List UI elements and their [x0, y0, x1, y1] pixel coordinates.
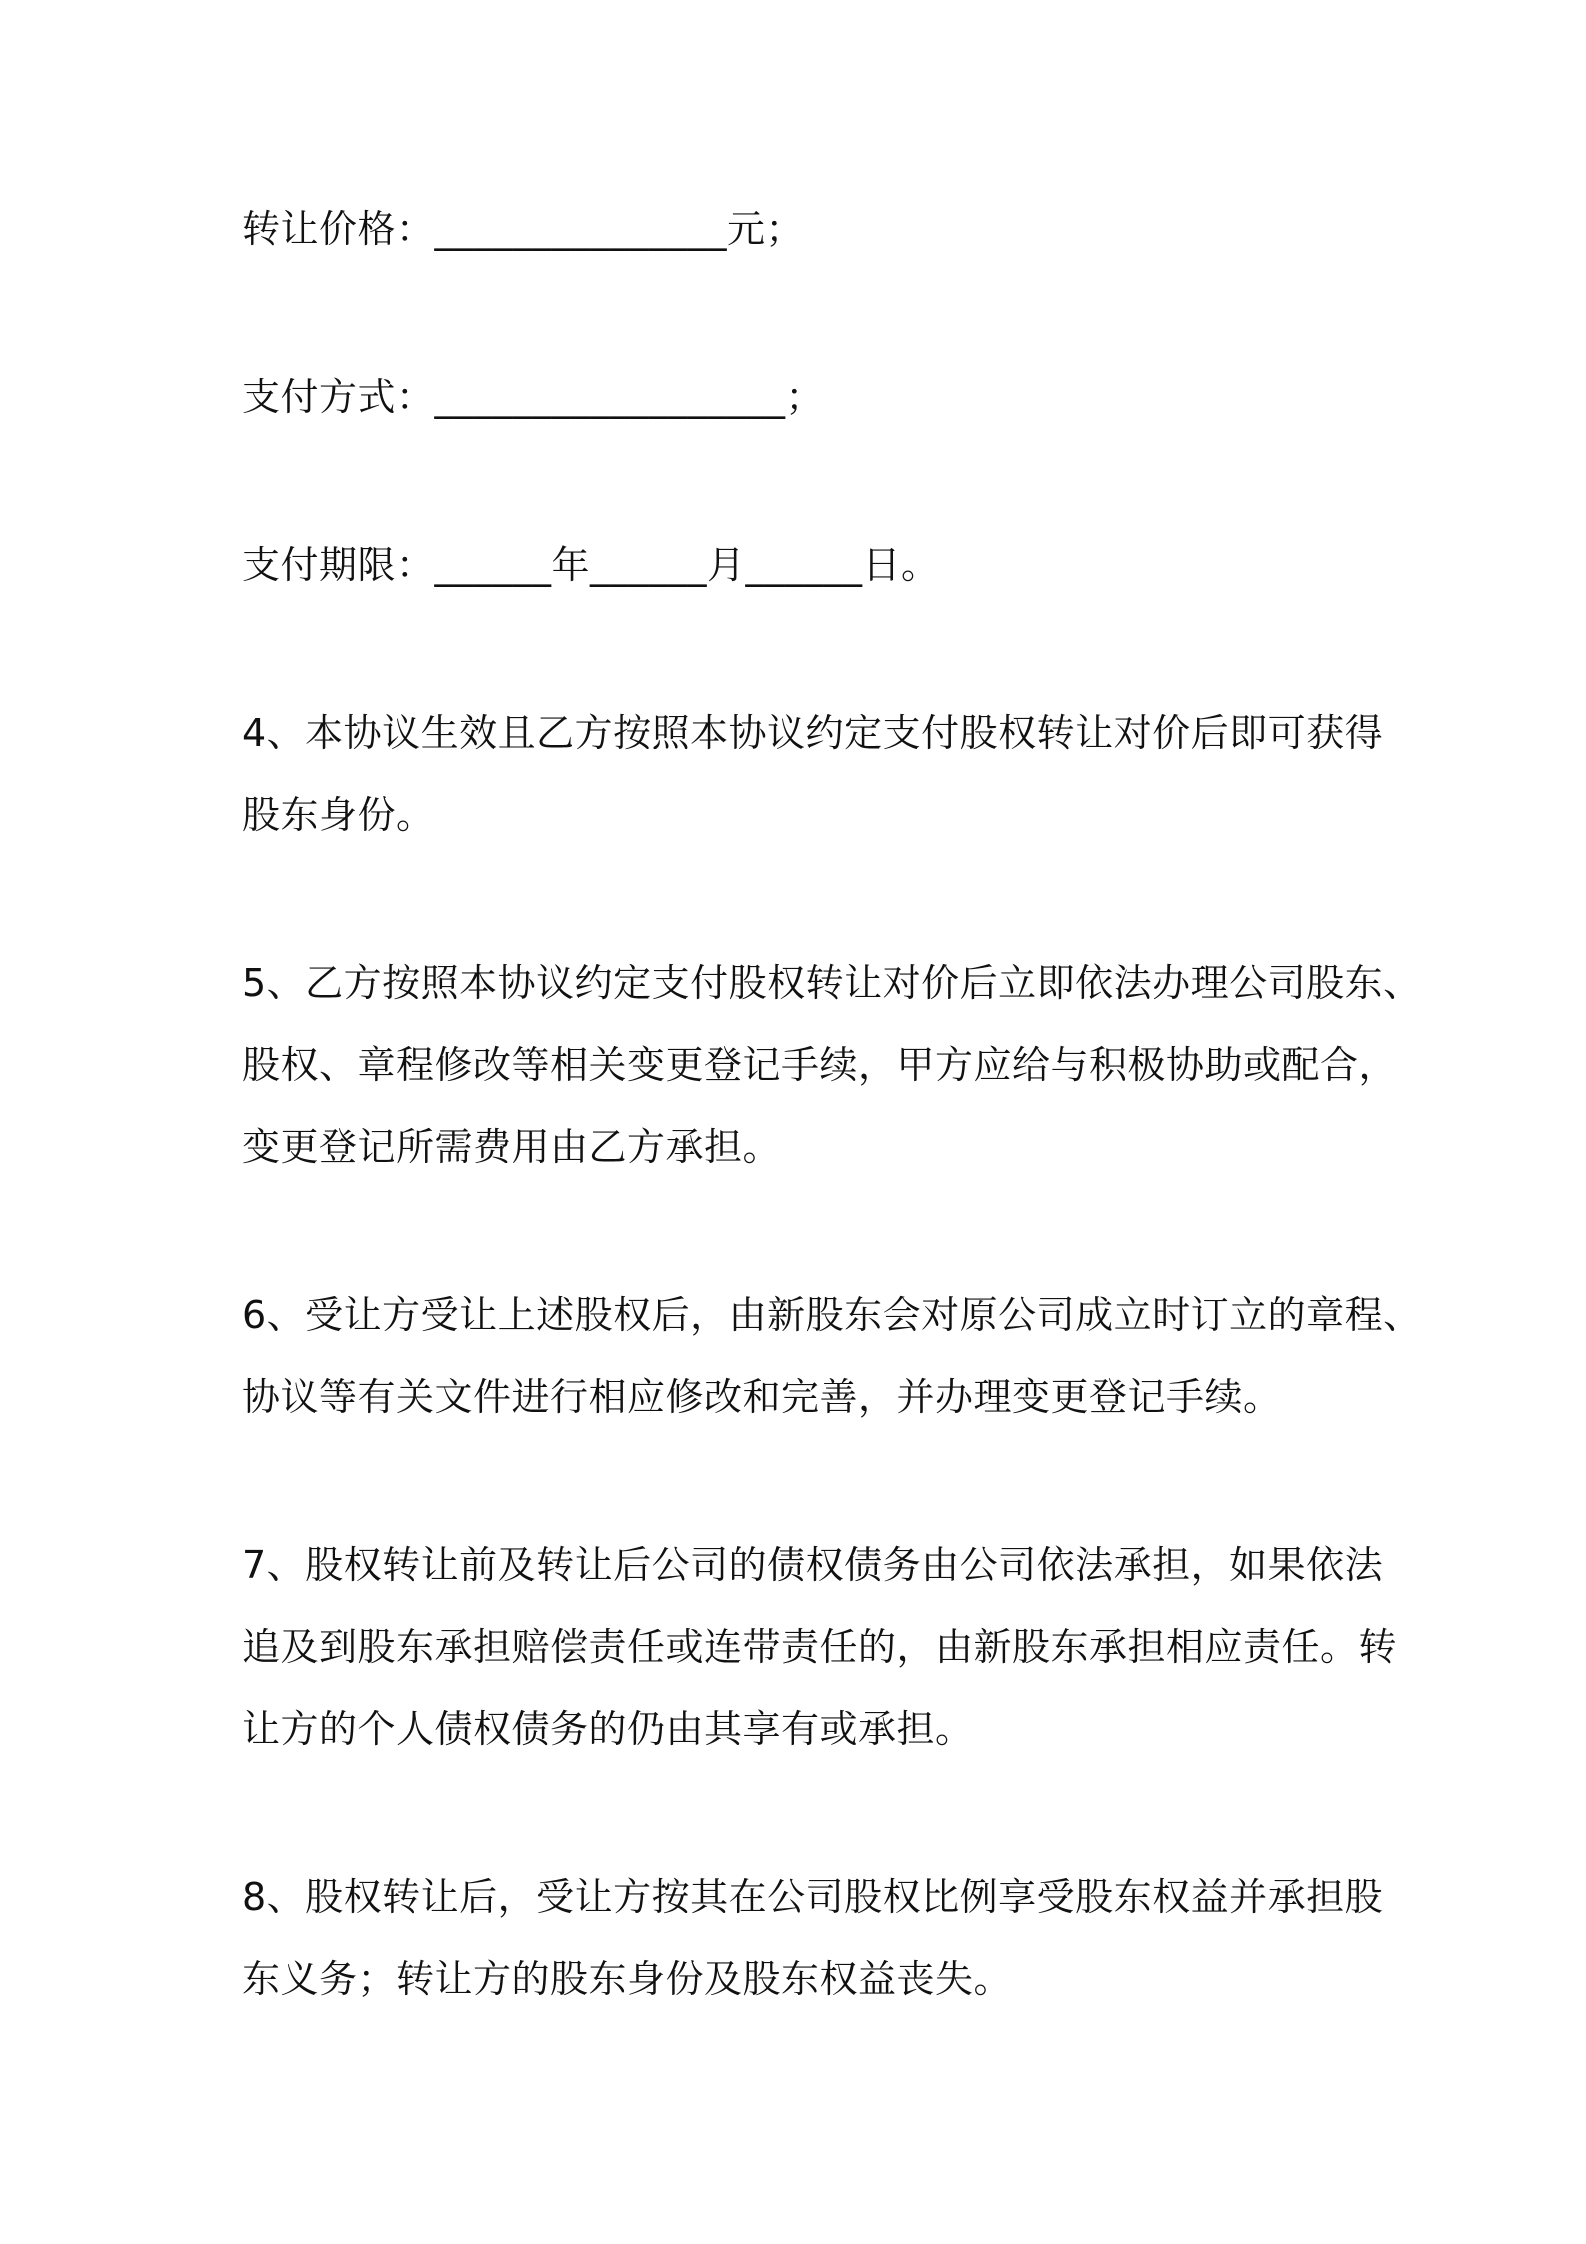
transfer-price-line: 转让价格：_______________元； [242, 207, 805, 251]
clause-5-line-1: 5、乙方按照本协议约定支付股权转让对价后立即依法办理公司股东、 [242, 961, 1422, 1005]
clause-5-line-3: 变更登记所需费用由乙方承担。 [242, 1125, 782, 1169]
payment-deadline-line: 支付期限：______年______月______日。 [242, 543, 940, 587]
clause-7-line-1: 7、股权转让前及转让后公司的债权债务由公司依法承担，如果依法 [242, 1543, 1384, 1587]
clause-8-line-1: 8、股权转让后，受让方按其在公司股权比例享受股东权益并承担股 [242, 1875, 1384, 1919]
clause-5-line-2: 股权、章程修改等相关变更登记手续，甲方应给与积极协助或配合， [242, 1043, 1398, 1087]
clause-7-line-2: 追及到股东承担赔偿责任或连带责任的，由新股东承担相应责任。转 [242, 1625, 1398, 1669]
clause-6-line-2: 协议等有关文件进行相应修改和完善，并办理变更登记手续。 [242, 1375, 1282, 1419]
payment-method-line: 支付方式：__________________； [242, 375, 825, 419]
clause-4-line-2: 股东身份。 [242, 793, 435, 837]
clause-6-line-1: 6、受让方受让上述股权后，由新股东会对原公司成立时订立的章程、 [242, 1293, 1422, 1337]
clause-8-line-2: 东义务；转让方的股东身份及股东权益丧失。 [242, 1957, 1013, 2001]
clause-4-line-1: 4、本协议生效且乙方按照本协议约定支付股权转让对价后即可获得 [242, 711, 1384, 755]
clause-7-line-3: 让方的个人债权债务的仍由其享有或承担。 [242, 1707, 974, 1751]
